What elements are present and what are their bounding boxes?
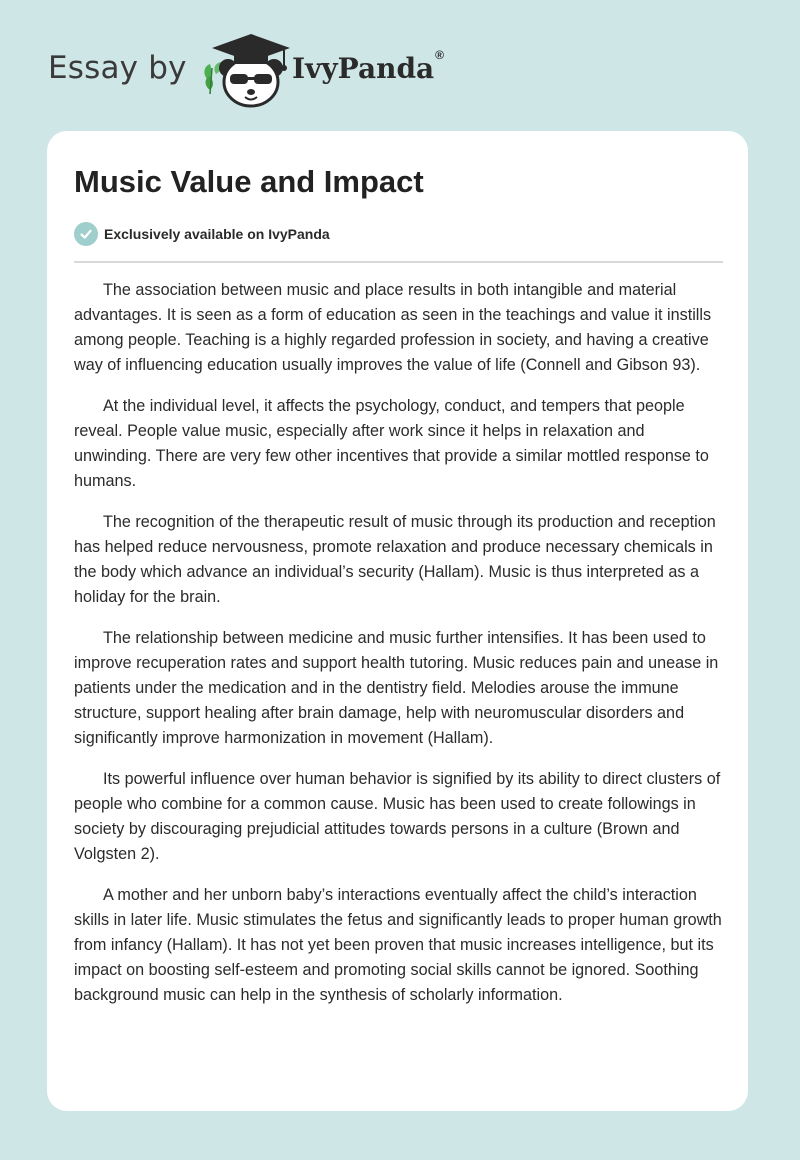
brand-text: IvyPanda [292, 52, 435, 85]
essay-card [47, 131, 748, 1111]
paragraph: Its powerful influence over human behavior is signified by its ability to direct clusters of people who combine for a common cause. Music has been used to create followings in society by discouraging prejudicial attitudes towards persons in a culture (Brown and Volgsten 2). [74, 770, 721, 863]
paragraph: A mother and her unborn baby’s interactions eventually affect the child’s interaction skills in later life. Music stimulates the fetus and significantly leads to proper human growth from infancy (Hallam). It has not yet been proven that music increases intelligence, but its impact on boosting self-esteem and promoting social skills cannot be ignored. Soothing background music can help in the synthesis of scholarly information. [74, 886, 722, 1004]
check-icon [74, 222, 98, 246]
site-header [48, 28, 508, 108]
exclusive-badge [74, 221, 330, 247]
paragraph: At the individual level, it affects the psychology, conduct, and tempers that people reveal. People value music, especially after work since it helps in relaxation and unwinding. There are very few other incentives that provide a similar mottled response to humans. [74, 397, 709, 490]
paragraph: The association between music and place results in both intangible and material advantages. It is seen as a form of education as seen in the teachings and value it instills among people. Teaching is a highly regarded profession in society, and having a creative way of influencing education usually improves the value of life (Connell and Gibson 93). [74, 281, 712, 374]
panda-logo-icon[interactable] [198, 28, 294, 108]
essay-body [74, 278, 726, 1024]
essay-by-label: Essay by [48, 50, 187, 86]
paragraph: The relationship between medicine and music further intensifies. It has been used to improve recuperation rates and support health tutoring. Music reduces pain and unease in patients under the medication and in the dentistry field. Melodies arouse the immune structure, support healing after brain damage, help with neuromuscular disorders and significantly improve harmonization in movement (Hallam). [74, 629, 719, 747]
paragraph: The recognition of the therapeutic result of music through its production and reception has helped reduce nervousness, promote relaxation and produce necessary chemicals in the body which advance an individual’s security (Hallam). Music is thus interpreted as a holiday for the brain. [74, 513, 716, 606]
divider [74, 261, 723, 263]
brand-name[interactable] [292, 48, 445, 85]
exclusive-label: Exclusively available on IvyPanda [104, 226, 330, 242]
page-title: Music Value and Impact [74, 164, 424, 199]
registered-mark: ® [435, 48, 445, 62]
